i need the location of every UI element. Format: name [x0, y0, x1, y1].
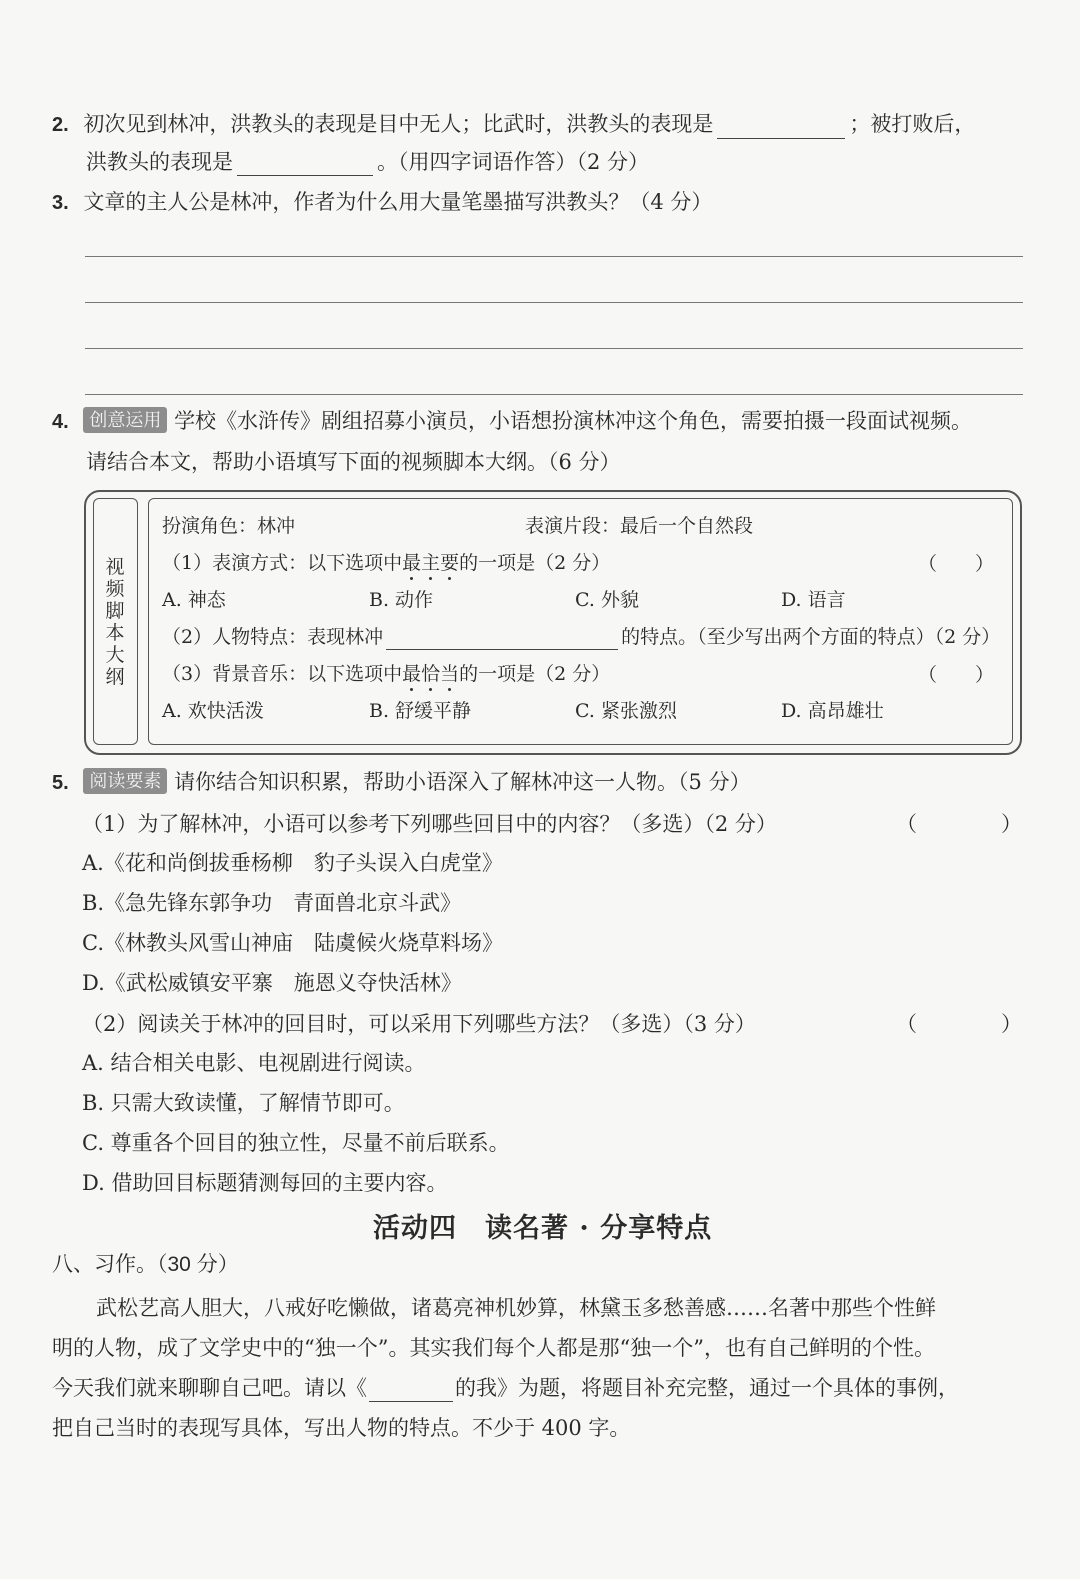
item1-answer-paren[interactable]: （ ）: [918, 553, 995, 575]
item3-post: 的一项是（2 分）: [459, 663, 611, 685]
q2-blank-2[interactable]: [237, 151, 373, 176]
q5-number: 5.: [52, 772, 69, 794]
q5-sub1-option-a[interactable]: A.《花和尚倒拔垂杨柳 豹子头误入白虎堂》: [82, 851, 503, 875]
q2-line2: [86, 148, 649, 176]
item1-pre: （1）表演方式：以下选项中: [162, 552, 403, 574]
writing-line-4: 把自己当时的表现写具体，写出人物的特点。不少于 400 字。: [52, 1416, 631, 1440]
q3-text: 文章的主人公是林冲，作者为什么用大量笔墨描写洪教头？（4 分）: [83, 190, 713, 214]
outline-item-2: [162, 624, 1000, 650]
item3-emphasis: [402, 663, 459, 685]
item2-pre: （2）人物特点：表现林冲: [162, 626, 384, 648]
writing-line-3b: 的我》为题，将题目补充完整，通过一个具体的事例，: [455, 1376, 959, 1400]
item1-emphasis: [402, 552, 459, 574]
dot-char: 最: [402, 663, 422, 685]
item3-option-c[interactable]: C. 紧张激烈: [575, 700, 677, 722]
title-blank[interactable]: [369, 1377, 453, 1402]
item1-post: 的一项是（2 分）: [459, 552, 611, 574]
writing-line-1: 武松艺高人胆大，八戒好吃懒做，诸葛亮神机妙算，林黛玉多愁善感……名著中那些个性鲜: [96, 1296, 936, 1320]
q4-text-1: 学校《水浒传》剧组招募小演员，小语想扮演林冲这个角色，需要拍摄一段面试视频。: [174, 409, 973, 433]
dot-char: 恰: [421, 663, 441, 685]
q5-sub2: （2）阅读关于林冲的回目时，可以采用下列哪些方法？（多选）（3 分）: [82, 1012, 756, 1036]
q5-sub2-answer-paren[interactable]: （ ）: [896, 1012, 1022, 1036]
q5-sub2-option-a[interactable]: A. 结合相关电影、电视剧进行阅读。: [82, 1051, 426, 1075]
q2-text-a: 初次见到林冲，洪教头的表现是目中无人；比武时，洪教头的表现是: [83, 112, 714, 136]
q5-text: 请你结合知识积累，帮助小语深入了解林冲这一人物。（5 分）: [174, 770, 751, 794]
q2-text-c: 洪教头的表现是: [86, 150, 233, 174]
q4-line2: 请结合本文，帮助小语填写下面的视频脚本大纲。（6 分）: [86, 450, 621, 474]
item3-option-b[interactable]: B. 舒缓平静: [369, 700, 472, 722]
q5-sub2-option-c[interactable]: C. 尊重各个回目的独立性，尽量不前后联系。: [82, 1131, 510, 1155]
outline-item-1: [162, 550, 610, 576]
q5-line: [52, 768, 751, 797]
q3-number: 3.: [52, 192, 69, 214]
item2-blank[interactable]: [386, 627, 618, 650]
dot-char: 最: [402, 552, 422, 574]
answer-line-2[interactable]: [85, 302, 1023, 303]
q2-blank-1[interactable]: [717, 114, 845, 139]
q4-line1: [52, 407, 972, 436]
q2-text-d: 。（用四字词语作答）（2 分）: [377, 150, 650, 174]
item1-option-a[interactable]: A. 神态: [162, 589, 226, 611]
q5-sub2-option-b[interactable]: B. 只需大致读懂，了解情节即可。: [82, 1091, 405, 1115]
answer-line-4[interactable]: [85, 394, 1023, 395]
item2-post: 的特点。（至少写出两个方面的特点）（2 分）: [621, 626, 1001, 648]
q5-sub1-answer-paren[interactable]: （ ）: [896, 812, 1022, 836]
answer-line-3[interactable]: [85, 348, 1023, 349]
q5-sub1: （1）为了解林冲，小语可以参考下列哪些回目中的内容？（多选）（2 分）: [82, 812, 777, 836]
item3-answer-paren[interactable]: （ ）: [918, 664, 995, 686]
writing-line-3a: 今天我们就来聊聊自己吧。请以《: [52, 1376, 367, 1400]
item1-option-c[interactable]: C. 外貌: [575, 589, 639, 611]
q5-sub1-option-b[interactable]: B.《急先锋东郭争功 青面兽北京斗武》: [82, 891, 462, 915]
q3-line: [52, 188, 712, 217]
writing-line-3: [52, 1374, 959, 1402]
dot-char: 主: [421, 552, 441, 574]
item1-option-d[interactable]: D. 语言: [781, 589, 846, 611]
q5-sub1-option-c[interactable]: C.《林教头风雪山神庙 陆虞候火烧草料场》: [82, 931, 503, 955]
outline-segment: 表演片段：最后一个自然段: [525, 515, 754, 537]
q2-text-b: ；被打败后，: [849, 112, 976, 136]
dot-char: 当: [440, 663, 460, 685]
q5-tag: 阅读要素: [83, 768, 167, 794]
q5-sub2-option-d[interactable]: D. 借助回目标题猜测每回的主要内容。: [82, 1171, 448, 1195]
item3-pre: （3）背景音乐：以下选项中: [162, 663, 403, 685]
writing-heading: 八、习作。（30 分）: [52, 1253, 239, 1276]
outline-role: 扮演角色：林冲: [162, 515, 296, 537]
q2-number: 2.: [52, 114, 69, 136]
outline-side-title: 视频脚本大纲: [105, 556, 125, 688]
answer-line-1[interactable]: [85, 256, 1023, 257]
item1-option-b[interactable]: B. 动作: [369, 589, 434, 611]
q4-number: 4.: [52, 411, 69, 433]
item3-option-d[interactable]: D. 高昂雄壮: [781, 700, 884, 722]
q5-sub1-option-d[interactable]: D.《武松威镇安平寨 施恩义夺快活林》: [82, 971, 462, 995]
dot-char: 要: [440, 552, 460, 574]
item3-option-a[interactable]: A. 欢快活泼: [162, 700, 264, 722]
q2-line1: [52, 110, 975, 139]
activity-title: 活动四 读名著 · 分享特点: [373, 1213, 713, 1244]
q4-tag: 创意运用: [83, 407, 167, 433]
outline-item-3: [162, 661, 610, 687]
writing-line-2: 明的人物，成了文学史中的“独一个”。其实我们每个人都是那“独一个”，也有自己鲜明的个性。: [52, 1336, 935, 1360]
